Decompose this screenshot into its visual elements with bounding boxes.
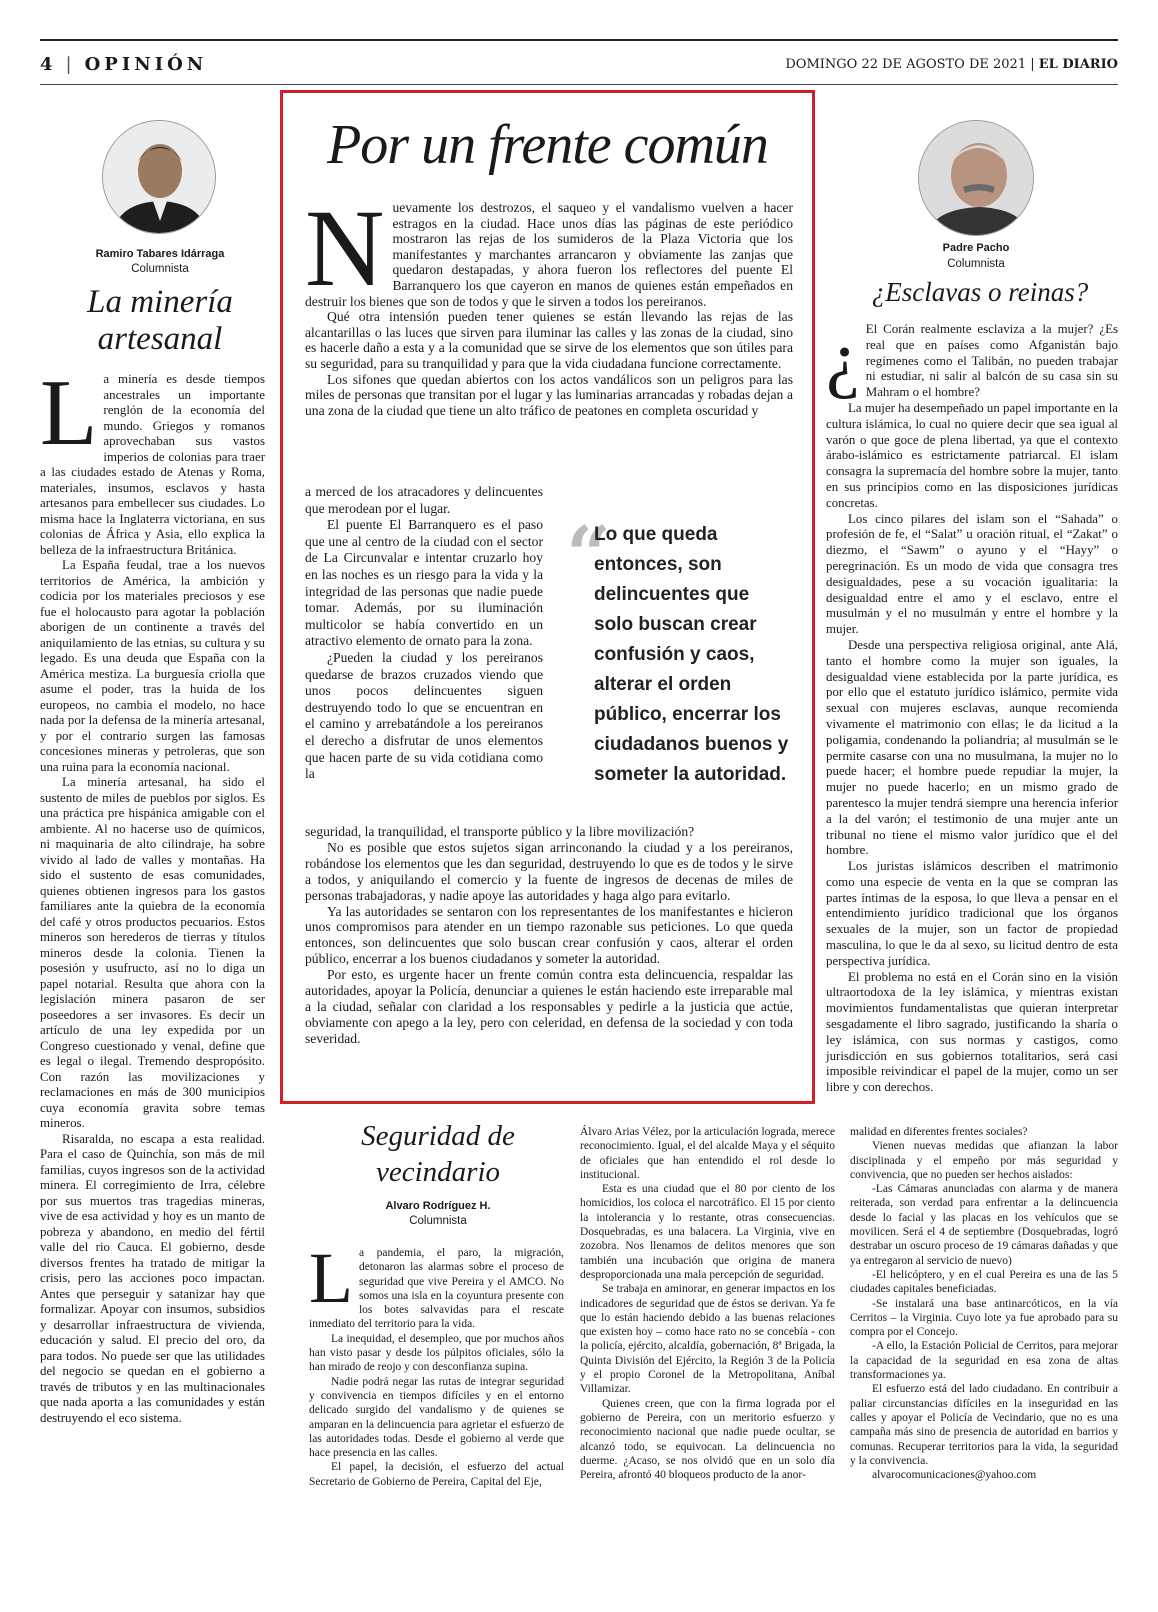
- author-name-left: Ramiro Tabares Idárraga: [95, 248, 225, 260]
- paragraph: -Las Cámaras anunciadas con alarma y de manera reiterada, son verdad para enfrentar a la delincuencia desde lo facial y las placas en los vehículos que se movilicen. Será el 4 de septiembre (Dosquebradas, logró destrabar un oscuro proceso de 19 cámaras dañadas y que ya entregaron al servicio de nuevo): [850, 1183, 1118, 1267]
- column-title-left: La minería artesanal: [87, 284, 233, 357]
- page-number: 4: [40, 54, 56, 75]
- top-rule: [40, 39, 1118, 41]
- paragraph: a minería es desde tiempos ancestrales un importante renglón de la economía del mundo. Griegos y romanos aprovechaban sus vastos imperios de colonias para traer a las ciudades estado de Atenas y Roma, materiales, insumos, esclavos y hasta artesanos para embellecer sus ciudades. Lo misma hace la Inglaterra victoriana, en sus colonias de África y Asia, ello explica la belleza de la infraestructura Británica.: [40, 372, 265, 557]
- paragraph: Quienes creen, que con la firma lograda por el gobierno de Pereira, con un meritorio esfuerzo y reconocimiento nacional que nadie puede ocultar, se alcanzó todo, se equivocan. La delincuencia no duerme. ¿Acaso, se nos olvidó que en un solo día Pereira, afrontó 40 bloqueos producto de la anor-: [580, 1397, 835, 1482]
- section-header: [40, 54, 207, 75]
- paragraph: Ya las autoridades se sentaron con los representantes de los manifestantes e hicieron unos compromisos para atender en un tiempo razonable sus peticiones. Lo que queda entonces, son delincuentes que solo buscan crear confusión y caos, alterar el orden público, encerrar a los buenos ciudadanos y someter la autoridad.: [305, 903, 793, 967]
- dropcap-main: N: [305, 187, 385, 309]
- bottom-column-1: [309, 1238, 564, 1489]
- author-photo-left: [102, 120, 216, 234]
- paragraph: Los sifones que quedan abiertos con los actos vandálicos son un peligros para las miles de personas que transitan por el lugar y las luminarias arrancadas y robadas dejan a una zona de la ciudad que tiene un alto tráfico de peatones en completa oscuridad y: [305, 371, 793, 418]
- bottom-author-role: Columnista: [409, 1215, 467, 1227]
- header-separator: |: [65, 54, 75, 75]
- paragraph: Por esto, es urgente hacer un frente común contra esta delincuencia, respaldar las autoridades, apoyar la Policía, denunciar a quienes le están haciendo este irreparable mal a la ciudad, señalar con claridad a los responsables y pedirle a la justicia que actúe, obviamente con apego a la ley, pero con celeridad, en defensa de la sociedad y con toda severidad.: [305, 967, 793, 1046]
- paragraph: a merced de los atracadores y delincuentes que merodean por el lugar.: [305, 484, 543, 516]
- paragraph: -El helicóptero, y en el cual Pereira es una de las 5 ciudades capitales beneficiadas.: [850, 1268, 1118, 1296]
- column-title-right: ¿Esclavas o reinas?: [871, 277, 1089, 307]
- dropcap-right: ¿: [826, 316, 860, 400]
- portrait-icon: [103, 121, 216, 234]
- paragraph: La España feudal, trae a los nuevos territorios de América, la ambición y codicia por los materiales preciosos y ese fue el holocausto para agotar la población aborigen de un continente a través del aniquilamiento de las etnias, su cultura y su legado. Es una deuda que España con la América mestiza. La burguesía criolla que asume el poder, tras la huida de los europeos, no cambia el modelo, no hace nada por la defensa de la minería artesanal, y por el contrario surgen las famosas concesiones mineras y petroleras, que son una ruina para la economía nacional.: [40, 558, 265, 774]
- paragraph: El papel, la decisión, el esfuerzo del actual Secretario de Gobierno de Pereira, Capital del Eje,: [309, 1461, 564, 1488]
- author-name-right: Padre Pacho: [942, 242, 1010, 254]
- editorial-title: Por un frente común: [327, 114, 768, 176]
- paragraph: La inequidad, el desempleo, que por muchos años han visto pasar y desde los púlpitos oficiales, sólo la han mirado de reojo y con desconfianza supina.: [309, 1332, 564, 1374]
- bottom-author-name: Alvaro Rodríguez H.: [385, 1200, 491, 1212]
- paragraph: No es posible que estos sujetos sigan arrinconando la ciudad y a los pereiranos, robándose los elementos que les dan seguridad, destruyendo lo que es de todos y le sirve a todos, y aniquilando el comercio y la fuente de ingresos de decenas de miles de personas trabajadoras, y nadie apoye las autoridades y haga algo para evitarlo.: [305, 839, 793, 903]
- paragraph: El problema no está en el Corán sino en la visión ultraortodoxa de la ley islámica, y mientras existan movimientos fundamentalistas que quieran interpretar sesgadamente el libro sagrado, justificando la sharía o ley islámica, con sus normas y castigos, como jurisdicción en sus gobiernos totalitarios, será casi imposible reivindicar el papel de la mujer, como un ser libre y con derechos.: [826, 969, 1118, 1095]
- paragraph: Risaralda, no escapa a esta realidad. Para el caso de Quinchía, son más de mil familias, cuyos ingresos son de la actividad minera. El corregimiento de Irra, célebre por sus muertos tras tragedias mineras, vive de esa actividad y hoy es un manto de pobreza y abandono, en medio del fértil valle del rio Cauca. El gobierno, desde diversos frentes ha tratado de mitigar la crisis, pero las acciones poco impactan. Antes que perseguir y satanizar hay que formalizar. Apoyar con insumos, subsidios y desarrollar infraestructura de vivienda, educación y salud. El precio del oro, da para todos. No puede ser que las utilidades del negocio se quedan en el gobierno a través de tributos y en las multinacionales que nada aporta a las comunidades y están destruyendo el eco sistema.: [40, 1131, 265, 1425]
- dropcap-bottom: L: [309, 1238, 353, 1318]
- quote-mark-icon: “: [566, 510, 611, 601]
- paragraph: Qué otra intensión pueden tener quienes se están llevando las rejas de las alcantarillas o las luces que sirven para iluminar las calles y las zonas de la ciudad, sino es hacerle daño a esta y a la comunidad que se sirve de los elementos que son útiles para su seguridad, para su tranquilidad y para que la vida ciudadana funcione correctamente.: [305, 309, 793, 371]
- pull-quote-text: Lo que queda entonces, son delincuentes que solo buscan crear confusión y caos, alterar el orden público, encerrar los ciudadanos buenos y someter la autoridad.: [594, 524, 789, 785]
- date-line: DOMINGO 22 DE AGOSTO DE 2021 | EL DIARIO: [785, 57, 1118, 72]
- author-role-right: Columnista: [947, 258, 1005, 270]
- paragraph: El Corán realmente esclaviza a la mujer? ¿Es real que en países como Afganistán bajo regímenes como el Talibán, no pueden trabajar ni estudiar, ni salir al balcón de su casa sin su Mahram o el hombre?: [865, 322, 1118, 400]
- paragraph: Álvaro Arias Vélez, por la articulación lograda, merece reconocimiento. Igual, el del alcalde Maya y el séquito de oficiales que han entendido el rol desde lo institucional.: [580, 1126, 835, 1181]
- article-body-left: [40, 361, 265, 1552]
- paragraph: El esfuerzo está del lado ciudadano. En contribuir a paliar circunstancias difíciles en la inseguridad en las calles y apoyar el Policía de Vecindario, que no es una campaña más sino de presencia de autoridad en barrios y comunas. Recuperar territorios para la vida, la seguridad y la convivencia.: [850, 1383, 1118, 1467]
- portrait-icon: [919, 121, 1034, 236]
- paragraph: ¿Pueden la ciudad y los pereiranos quedarse de brazos cruzados viendo que unos pocos delincuentes siguen destruyendo todo lo que se encuentran en el camino y arrebatándole a los pereiranos el derecho a disfrutar de unos elementos que hacen parte de su vida cotidiana como la: [305, 649, 543, 782]
- paragraph: Vienen nuevas medidas que afianzan la labor disciplinada y el empeño por más seguridad y convivencia, que no pueden ser hechos aislados:: [850, 1140, 1118, 1181]
- editorial-body-bottom: [305, 824, 793, 1047]
- author-photo-right: [918, 120, 1034, 236]
- paragraph: malidad en diferentes frentes sociales?: [850, 1126, 1028, 1138]
- dropcap-left: L: [40, 361, 98, 465]
- paragraph: Desde una perspectiva religiosa original, ante Alá, tanto el hombre como la mujer son iguales, la desigualdad viene establecida por la parte jurídica, es por ello que el estatuto jurídico islámico, permite vida sexual con mujeres esclavas, aunque recomienda vivamente el matrimonio con ellas; le da licitud a la poligamia, condenando la poliandria; al musulmán se le permite casarse con una no musulmana, la mujer no lo puede hacer; el hombre puede repudiar la mujer, la mujer no puede hacerlo; en un mismo grado de parentesco la mujer tendrá siempre una herencia inferior a la del varón; el testimonio de una mujer ante un tribunal no tiene el mismo valor jurídico que el del hombre.: [826, 637, 1118, 858]
- author-role-left: Columnista: [131, 263, 189, 275]
- paragraph: Se trabaja en aminorar, en generar impactos en los indicadores de seguridad que de éstos se derivan. Ya fe que lo están haciendo debido a las buenas relaciones que existen hoy – como hace rato no se concebía - con la policía, ejército, alcaldía, gobernación, 8ª Brigada, la Quinta División del Ejército, la Región 3 de la Policía y el propio Coronel de la Metropolitana, Aníbal Villamizar.: [580, 1283, 835, 1396]
- paragraph: Los cinco pilares del islam son el “Sahada” o profesión de fe, el “Salat” u oración ritual, el “Zakat” o diezmo, el “Sawm” o ayuno y el “Hayy” o peregrinación. Es un modo de vida que consagra tres desigualdades, pese a su vocación igualitaria: la desigualdad entre el amo y el esclavo, entre el musulmán y el no musulmán y entre el hombre y la mujer.: [826, 511, 1118, 637]
- paragraph: El puente El Barranquero es el paso que une al centro de la ciudad con el sector de La Circunvalar e intentar cruzarlo hoy en las noches es un riesgo para la vida y la integridad de las personas que nadie puede tomar. Además, por su iluminación multicolor se había convertido en un atractivo elemento de ornato para la zona.: [305, 517, 543, 649]
- paragraph: La mujer ha desempeñado un papel importante en la cultura islámica, lo cual no quiere decir que sea igual al varón o que goce de plena libertad, ya que el contexto árabo-islámico es estrictamente patriarcal. El islam consagra la supremacía del hombre sobre la mujer, tanto en sus principios como en las disposiciones jurídicas concretas.: [826, 400, 1118, 510]
- header-rule: [40, 84, 1118, 85]
- bottom-column-2: [580, 1125, 835, 1482]
- paragraph: uevamente los destrozos, el saqueo y el vandalismo vuelven a hacer estragos en la ciudad. Hace unos días las páginas de este periódico mostraron las rejas de los sumideros de la Plaza Victoria que los manifestantes y marchantes arrancaron y obviamente las zanjas que quedaron destapadas, y ahora fueron los reflectores del puente El Barranquero los que cayeron en manos de quienes están empeñados en destruir los bienes que son de todos y que le sirven a todos los pereiranos.: [305, 200, 793, 309]
- paragraph: Los juristas islámicos describen el matrimonio como una especie de venta en la que se compran las partes íntimas de la esposa, lo que lleva a pensar en el entendimiento jurídico tradicional que los órganos sexuales de la mujer, son un factor de propiedad masculina, lo que le da al sexo, su licitud dentro de esta perspectiva jurídica.: [826, 859, 1118, 968]
- paragraph: -A ello, la Estación Policial de Cerritos, para mejorar la capacidad de la seguridad en esa zona de altas transformaciones ya.: [850, 1340, 1118, 1382]
- paragraph: a pandemia, el paro, la migración, detonaron las alarmas sobre el proceso de seguridad que vive Pereira y el AMCO. No somos una isla en la coyuntura presente con los botes salvavidas para el rescate inmediato del territorio para la vida.: [309, 1247, 564, 1331]
- newspaper-name: EL DIARIO: [1038, 57, 1118, 72]
- section-name: OPINIÓN: [84, 54, 208, 75]
- publication-date: DOMINGO 22 DE AGOSTO DE 2021: [785, 57, 1027, 72]
- bottom-article-title: Seguridad de vecindario: [361, 1120, 515, 1188]
- paragraph: seguridad, la tranquilidad, el transporte público y la libre movilización?: [305, 824, 695, 839]
- editorial-body-narrow: [305, 484, 543, 783]
- article-body-right: [826, 316, 1118, 1096]
- author-email: alvarocomunicaciones@yahoo.com: [872, 1469, 1037, 1482]
- bottom-column-3: [850, 1125, 1118, 1482]
- paragraph: -Se instalará una base antinarcóticos, en la vía Cerritos – la Virginia. Cuyo lote ya fue aprobado para su compra por el Concejo.: [850, 1297, 1118, 1339]
- paragraph: La minería artesanal, ha sido el sustento de miles de pueblos por siglos. Es una práctica pre hispánica amigable con el ambiente. Al no hacerse uso de químicos, ni maquinaria de alto cilindraje, ha sobre vivido al lado de valles y montañas. Ha sido el sustento de esas comunidades, quienes obtienen ingresos para los gastos familiares ante la quiebra de la economía del café y otros productos pecuarios. Estos mineros son herederos de tierras y títulos mineros desde la colonia. Tienen la posesión y usufructo, así no lo diga un papel notarial. Resulta que ahora con la legislación minera pasaron de ser poseedores a ser invasores. Es decir un artículo de una ley expedida por un Congreso cuestionado y venal, define que es legal o ilegal. Tremendo despropósito. Con razón las movilizaciones y reclamaciones en más de 300 municipios cuya economía gravita sobre temas mineros.: [40, 775, 265, 1130]
- paragraph: Nadie podrá negar las rutas de integrar seguridad y convivencia en tiempos difíciles y en el entorno delicado surgido del vandalismo y de quienes se amparan en la delincuencia para agrietar el esfuerzo de las autoridades todas. Desde el gobierno al verde que hace presencia en las calles.: [309, 1375, 564, 1460]
- editorial-body-top: [305, 187, 793, 418]
- paragraph: Esta es una ciudad que el 80 por ciento de los homicidios, los coloca el narcotráfico. El 15 por ciento la intolerancia y lo restante, otras consecuencias. Dosquebradas, es una balacera. La Virginia, vive en zozobra. Nos llenamos de delitos menores que son también una incubación que origina de manera desproporcionada una mala percepción de seguridad.: [580, 1183, 835, 1281]
